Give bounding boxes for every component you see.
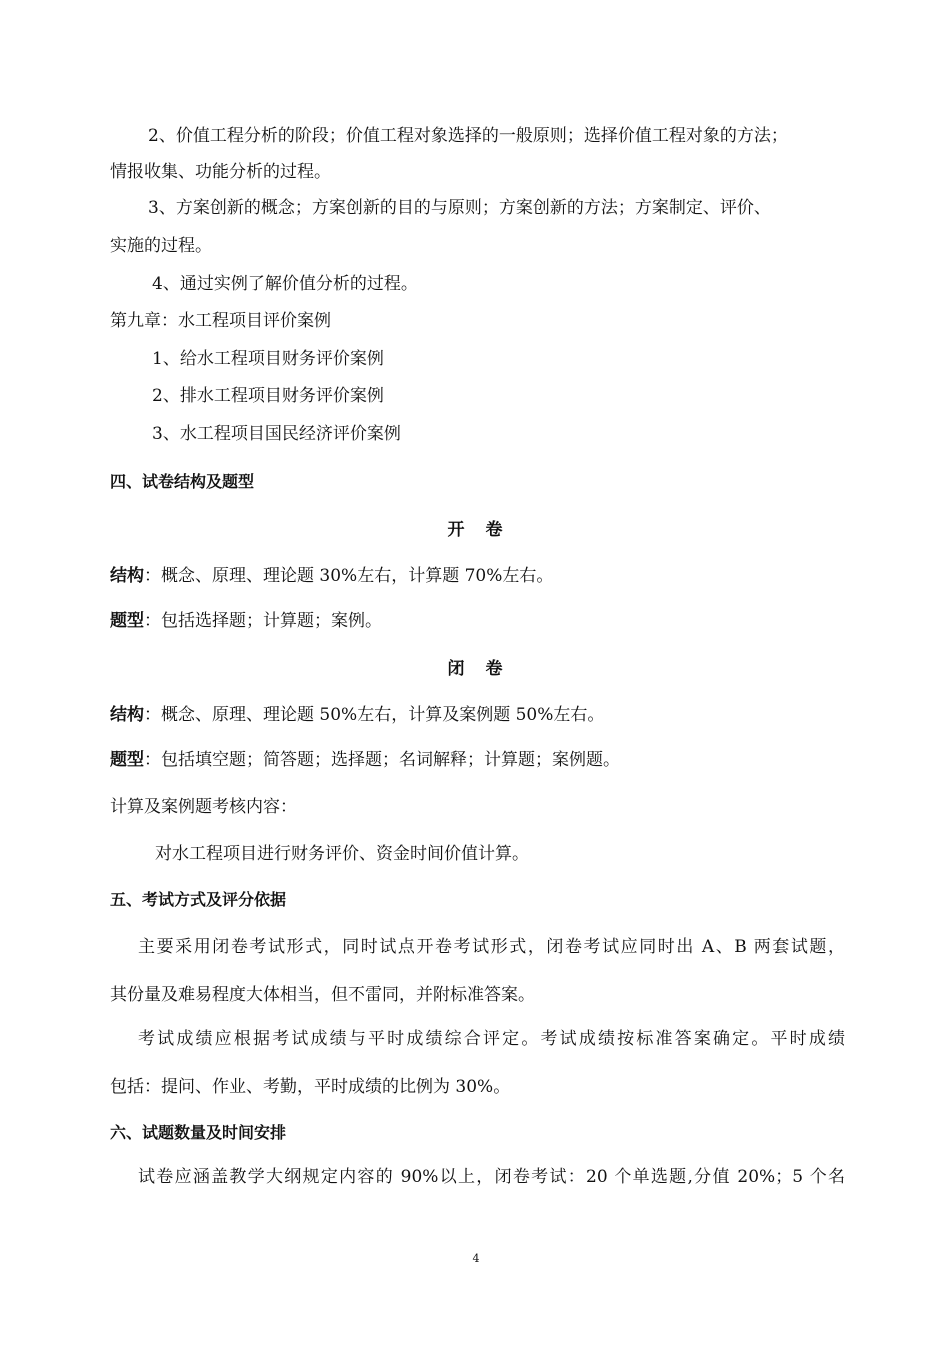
- text-line: 实施的过程。: [110, 236, 212, 256]
- closed-book-title: 闭 卷: [447, 659, 505, 679]
- type-text: ：包括填空题；简答题；选择题；名词解释；计算题；案例题。: [144, 750, 620, 770]
- section-heading: 四、试卷结构及题型: [110, 472, 255, 491]
- type-label: 题型: [110, 611, 144, 631]
- open-structure-line: [110, 564, 553, 588]
- structure-label: 结构: [110, 705, 144, 725]
- text-line: 2、价值工程分析的阶段；价值工程对象选择的一般原则；选择价值工程对象的方法；: [148, 126, 788, 146]
- structure-text: ：概念、原理、理论题 30%左右，计算题 70%左右。: [144, 566, 554, 586]
- structure-text: ：概念、原理、理论题 50%左右，计算及案例题 50%左右。: [144, 705, 605, 725]
- open-type-line: [110, 609, 382, 633]
- paragraph-line: 主要采用闭卷考试形式，同时试点开卷考试形式，闭卷考试应同时出 A、B 两套试题，: [138, 937, 845, 957]
- section-heading: 五、考试方式及评分依据: [110, 890, 287, 909]
- type-text: ：包括选择题；计算题；案例。: [144, 611, 382, 631]
- list-item: 3、水工程项目国民经济评价案例: [152, 424, 401, 444]
- paragraph-line: 试卷应涵盖教学大纲规定内容的 90%以上，闭卷考试：20 个单选题,分值 20%；5 个名: [138, 1167, 845, 1187]
- page-number: 4: [472, 1252, 480, 1265]
- text-line: 3、方案创新的概念；方案创新的目的与原则；方案创新的方法；方案制定、评价、: [148, 198, 771, 218]
- chapter-heading: 第九章：水工程项目评价案例: [110, 311, 331, 331]
- closed-structure-line: [110, 703, 604, 727]
- paragraph-line: 其份量及难易程度大体相当，但不雷同，并附标准答案。: [110, 985, 535, 1005]
- paragraph-line: 包括：提问、作业、考勤，平时成绩的比例为 30%。: [110, 1077, 511, 1097]
- open-book-title: 开 卷: [447, 520, 505, 540]
- structure-label: 结构: [110, 566, 144, 586]
- text-line: 4、通过实例了解价值分析的过程。: [152, 274, 418, 294]
- list-item: 1、给水工程项目财务评价案例: [152, 349, 384, 369]
- calc-detail: 对水工程项目进行财务评价、资金时间价值计算。: [155, 844, 529, 864]
- section-heading: 六、试题数量及时间安排: [110, 1123, 287, 1142]
- paragraph-line: 考试成绩应根据考试成绩与平时成绩综合评定。考试成绩按标准答案确定。平时成绩: [138, 1029, 845, 1049]
- closed-type-line: [110, 748, 620, 772]
- type-label: 题型: [110, 750, 144, 770]
- calc-intro: 计算及案例题考核内容：: [110, 797, 297, 817]
- text-line: 情报收集、功能分析的过程。: [110, 162, 331, 182]
- list-item: 2、排水工程项目财务评价案例: [152, 386, 384, 406]
